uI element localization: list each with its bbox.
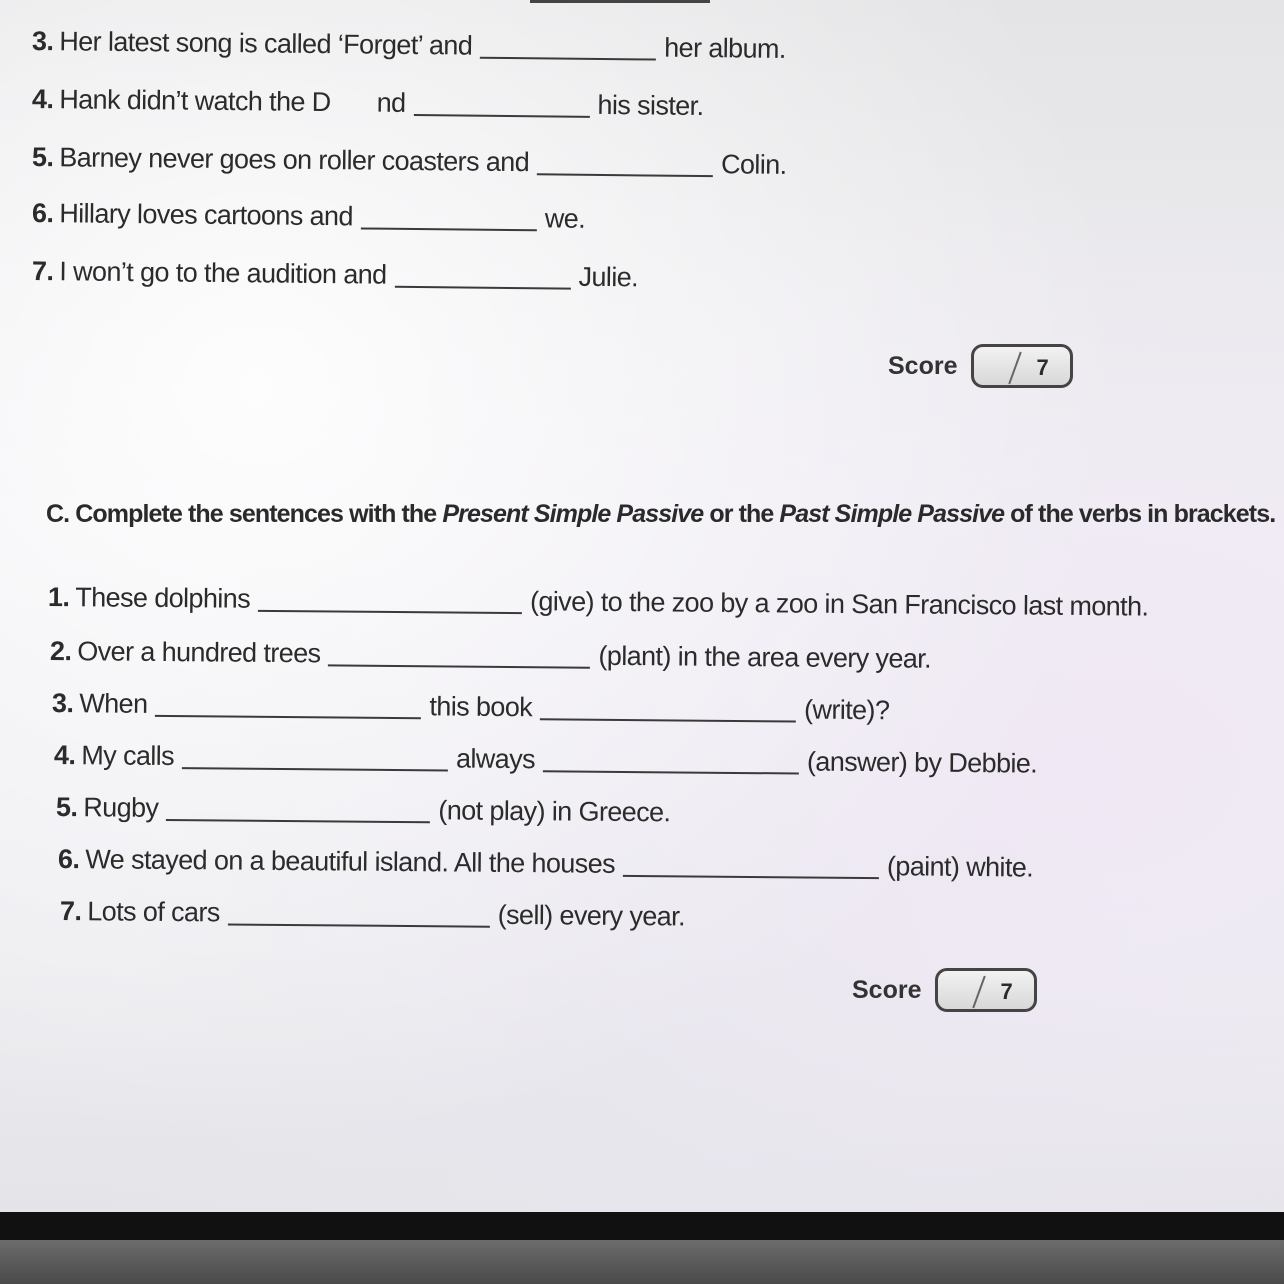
- section-c-instruction: [46, 500, 1275, 529]
- sentence-start: Hillary loves cartoons and: [59, 198, 354, 232]
- score-label: Score: [852, 975, 922, 1004]
- sentence-end: (not play) in Greece.: [438, 795, 671, 828]
- item-number: 1.: [47, 582, 70, 613]
- item-number: 4.: [53, 740, 76, 771]
- sentence-start: My calls: [81, 740, 175, 772]
- sentence-end: (paint) white.: [886, 851, 1034, 883]
- sentence-start: I won’t go to the audition and: [59, 256, 387, 290]
- section-c-item-4: [54, 740, 1037, 780]
- section-b-item-5: [32, 142, 787, 181]
- answer-blank[interactable]: [228, 922, 490, 927]
- score-label: Score: [888, 351, 958, 380]
- instruction-mid: or the: [703, 500, 780, 528]
- sentence-start: Lots of cars: [87, 896, 220, 928]
- section-b-item-3: [32, 26, 786, 65]
- item-number: 6.: [31, 198, 54, 229]
- sentence-end: her album.: [664, 32, 786, 64]
- sentence-end: (answer) by Debbie.: [806, 746, 1038, 779]
- item-number: 4.: [31, 84, 54, 115]
- sentence-start: Rugby: [83, 792, 159, 823]
- sentence-start: Hank didn’t watch the D: [59, 84, 331, 118]
- section-c-score: [852, 968, 1037, 1012]
- answer-blank[interactable]: [166, 818, 430, 823]
- section-b-item-6: [32, 198, 585, 235]
- sentence-end: (plant) in the area every year.: [598, 640, 932, 674]
- answer-blank[interactable]: [480, 56, 656, 61]
- sentence-start: Over a hundred trees: [77, 636, 321, 669]
- item-number: 2.: [49, 636, 72, 667]
- section-c-item-2: [50, 636, 931, 675]
- answer-blank-2[interactable]: [540, 717, 796, 722]
- tense-past-simple-passive: Past Simple Passive: [779, 500, 1005, 528]
- item-number: 5.: [55, 792, 78, 823]
- sentence-start: When: [79, 688, 148, 719]
- tense-present-simple-passive: Present Simple Passive: [442, 500, 704, 528]
- answer-blank-1[interactable]: [155, 714, 421, 719]
- sentence-start: We stayed on a beautiful island. All the houses: [85, 844, 616, 879]
- score-slash: [1009, 352, 1023, 385]
- score-total: 7: [1036, 355, 1049, 380]
- desk-surface: [0, 1240, 1284, 1284]
- answer-blank[interactable]: [413, 113, 589, 118]
- item-number: 3.: [31, 26, 54, 57]
- answer-blank[interactable]: [361, 226, 537, 231]
- sentence-end: Colin.: [720, 149, 787, 180]
- answer-blank[interactable]: [623, 874, 879, 879]
- sentence-middle: always: [455, 743, 536, 775]
- sentence-end: we.: [544, 203, 586, 234]
- section-c-item-7: [60, 896, 685, 932]
- sentence-start: Her latest song is called ‘Forget’ and: [59, 26, 473, 61]
- sentence-start: Barney never goes on roller coasters and: [59, 142, 530, 178]
- answer-blank[interactable]: [258, 609, 522, 614]
- item-number: 6.: [57, 844, 80, 875]
- sentence-end: Julie.: [578, 261, 639, 293]
- score-box[interactable]: [935, 968, 1037, 1012]
- section-c-item-5: [56, 792, 671, 828]
- section-b-item-4: [32, 84, 704, 122]
- item-number: 5.: [31, 142, 54, 173]
- sentence-end: (give) to the zoo by a zoo in San Francisco last month.: [529, 586, 1149, 622]
- section-b-item-7: [32, 256, 638, 293]
- section-c-item-3: [52, 688, 890, 726]
- item-number: 3.: [51, 688, 74, 719]
- sentence-start-end: nd: [376, 87, 406, 118]
- item-number: 7.: [59, 896, 82, 927]
- sentence-middle: this book: [429, 691, 533, 723]
- answer-blank[interactable]: [537, 172, 713, 177]
- answer-blank-1[interactable]: [182, 766, 448, 771]
- section-c-item-1: [48, 582, 1149, 623]
- instruction-suffix: of the verbs in brackets.: [1004, 500, 1276, 528]
- instruction-prefix: C. Complete the sentences with the: [46, 500, 443, 528]
- section-b-score: [888, 344, 1073, 388]
- sentence-start: These dolphins: [75, 582, 251, 614]
- answer-blank[interactable]: [394, 285, 570, 290]
- screen-bezel-edge: [0, 1212, 1284, 1240]
- answer-blank-2[interactable]: [543, 769, 799, 774]
- previous-answer-line: [530, 0, 710, 3]
- score-total: 7: [1000, 979, 1013, 1004]
- score-box[interactable]: [971, 344, 1073, 388]
- score-slash: [973, 976, 987, 1009]
- section-c-item-6: [58, 844, 1033, 884]
- answer-blank[interactable]: [328, 663, 590, 668]
- sentence-end: (write)?: [803, 694, 890, 726]
- sentence-end: (sell) every year.: [497, 899, 686, 932]
- item-number: 7.: [31, 256, 54, 287]
- sentence-end: his sister.: [597, 89, 704, 122]
